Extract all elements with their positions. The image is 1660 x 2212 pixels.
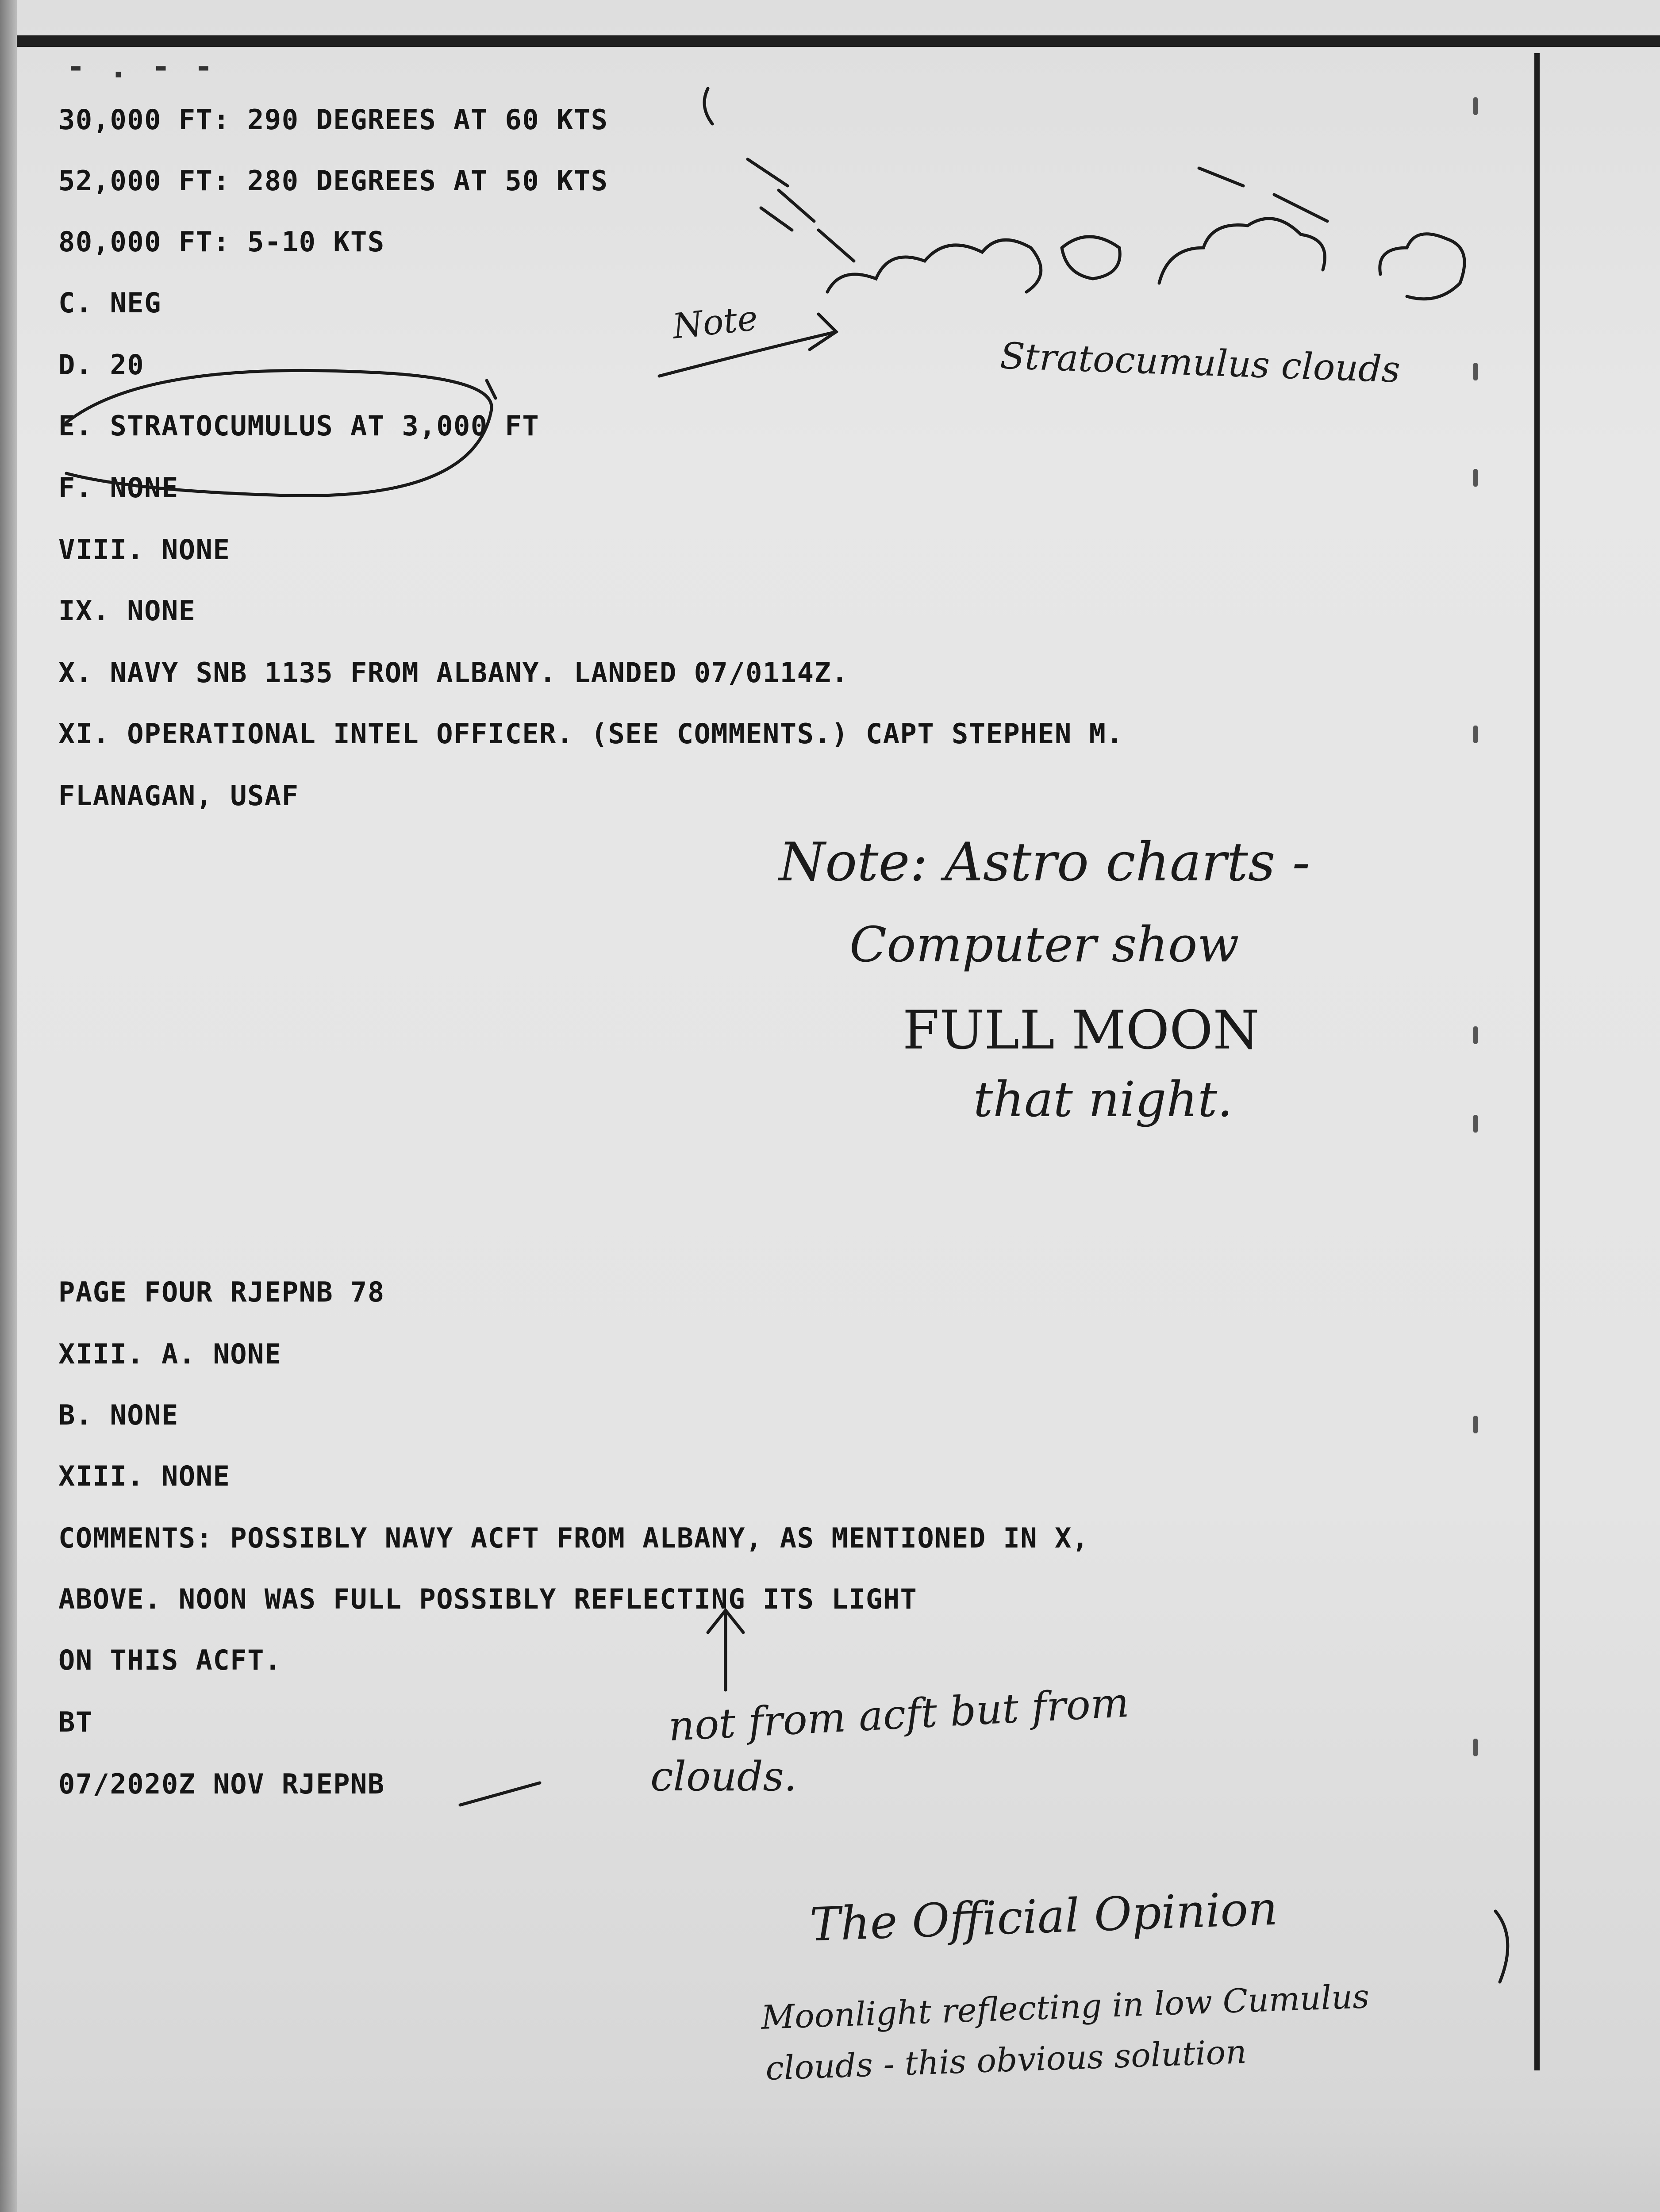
typed-line-winds-30000: 30,000 FT: 290 DEGREES AT 60 KTS bbox=[58, 104, 608, 136]
dtg-dash bbox=[460, 1783, 540, 1805]
corner-scribble bbox=[44, 2208, 230, 2212]
cloud-sketch-3 bbox=[1159, 219, 1325, 283]
signature-bracket bbox=[1495, 1911, 1508, 1982]
typed-line-winds-80000: 80,000 FT: 5-10 KTS bbox=[58, 226, 385, 258]
reflect-note-line-1: not from acft but from bbox=[667, 1678, 1130, 1751]
sun-ray-2 bbox=[779, 190, 814, 221]
typed-line-viii: VIII. NONE bbox=[58, 534, 231, 566]
typed-line-f: F. NONE bbox=[58, 472, 179, 504]
typed-line-d: D. 20 bbox=[58, 349, 145, 381]
typed-line-xi: XI. OPERATIONAL INTEL OFFICER. (SEE COMMENTS.) CAPT STEPHEN M. bbox=[58, 718, 1124, 750]
sun-ray-4 bbox=[761, 208, 792, 230]
typed-line-xiii-a: XIII. A. NONE bbox=[58, 1338, 282, 1370]
typed-line-xiii: XIII. NONE bbox=[58, 1460, 231, 1492]
typed-comments-2: ABOVE. NOON WAS FULL POSSIBLY REFLECTING ITS LIGHT bbox=[58, 1583, 918, 1615]
sun-ray-3 bbox=[818, 230, 854, 261]
cloud-sketch-4 bbox=[1380, 234, 1464, 299]
typed-bt: BT bbox=[58, 1706, 93, 1738]
cut-off-line-fragment: - . - - bbox=[66, 49, 216, 85]
typed-line-xi-cont: FLANAGAN, USAF bbox=[58, 780, 299, 812]
typed-line-b: B. NONE bbox=[58, 1399, 179, 1431]
sun-arc bbox=[704, 88, 712, 124]
typed-comments-3: ON THIS ACFT. bbox=[58, 1644, 282, 1676]
moon-note-line-1: Note: Astro charts - bbox=[779, 832, 1310, 893]
signature: The Official Opinion bbox=[809, 1881, 1279, 1952]
cloud-caption: Stratocumulus clouds bbox=[999, 335, 1401, 391]
note-label: Note bbox=[670, 298, 760, 347]
circle-tick bbox=[487, 380, 496, 398]
typed-page-header: PAGE FOUR RJEPNB 78 bbox=[58, 1276, 385, 1308]
moon-note-line-4: that night. bbox=[973, 1071, 1233, 1128]
circle-mark bbox=[66, 370, 492, 495]
typed-dtg: 07/2020Z NOV RJEPNB bbox=[58, 1768, 385, 1800]
reflect-note-line-2: clouds. bbox=[650, 1753, 797, 1800]
moon-note-line-2: Computer show bbox=[849, 916, 1239, 973]
typed-line-x: X. NAVY SNB 1135 FROM ALBANY. LANDED 07/0114Z. bbox=[58, 657, 849, 689]
typed-line-ix: IX. NONE bbox=[58, 595, 196, 627]
sun-ray-5 bbox=[1199, 168, 1243, 186]
typed-line-e: E. STRATOCUMULUS AT 3,000 FT bbox=[58, 410, 540, 442]
cloud-sketch-1 bbox=[827, 240, 1041, 292]
sun-ray-6 bbox=[1274, 195, 1327, 221]
sun-ray-1 bbox=[748, 159, 788, 186]
moon-note-line-3: FULL MOON bbox=[903, 1000, 1260, 1061]
cloud-sketch-2 bbox=[1062, 237, 1120, 279]
typed-line-winds-52000: 52,000 FT: 280 DEGREES AT 50 KTS bbox=[58, 165, 608, 197]
typed-line-c: C. NEG bbox=[58, 287, 161, 319]
bottom-note-line-1: Moonlight reflecting in low Cumulus bbox=[760, 1978, 1370, 2037]
typed-comments-1: COMMENTS: POSSIBLY NAVY ACFT FROM ALBANY, AS MENTIONED IN X, bbox=[58, 1522, 1089, 1554]
bottom-note-line-2: clouds - this obvious solution bbox=[765, 2033, 1248, 2088]
